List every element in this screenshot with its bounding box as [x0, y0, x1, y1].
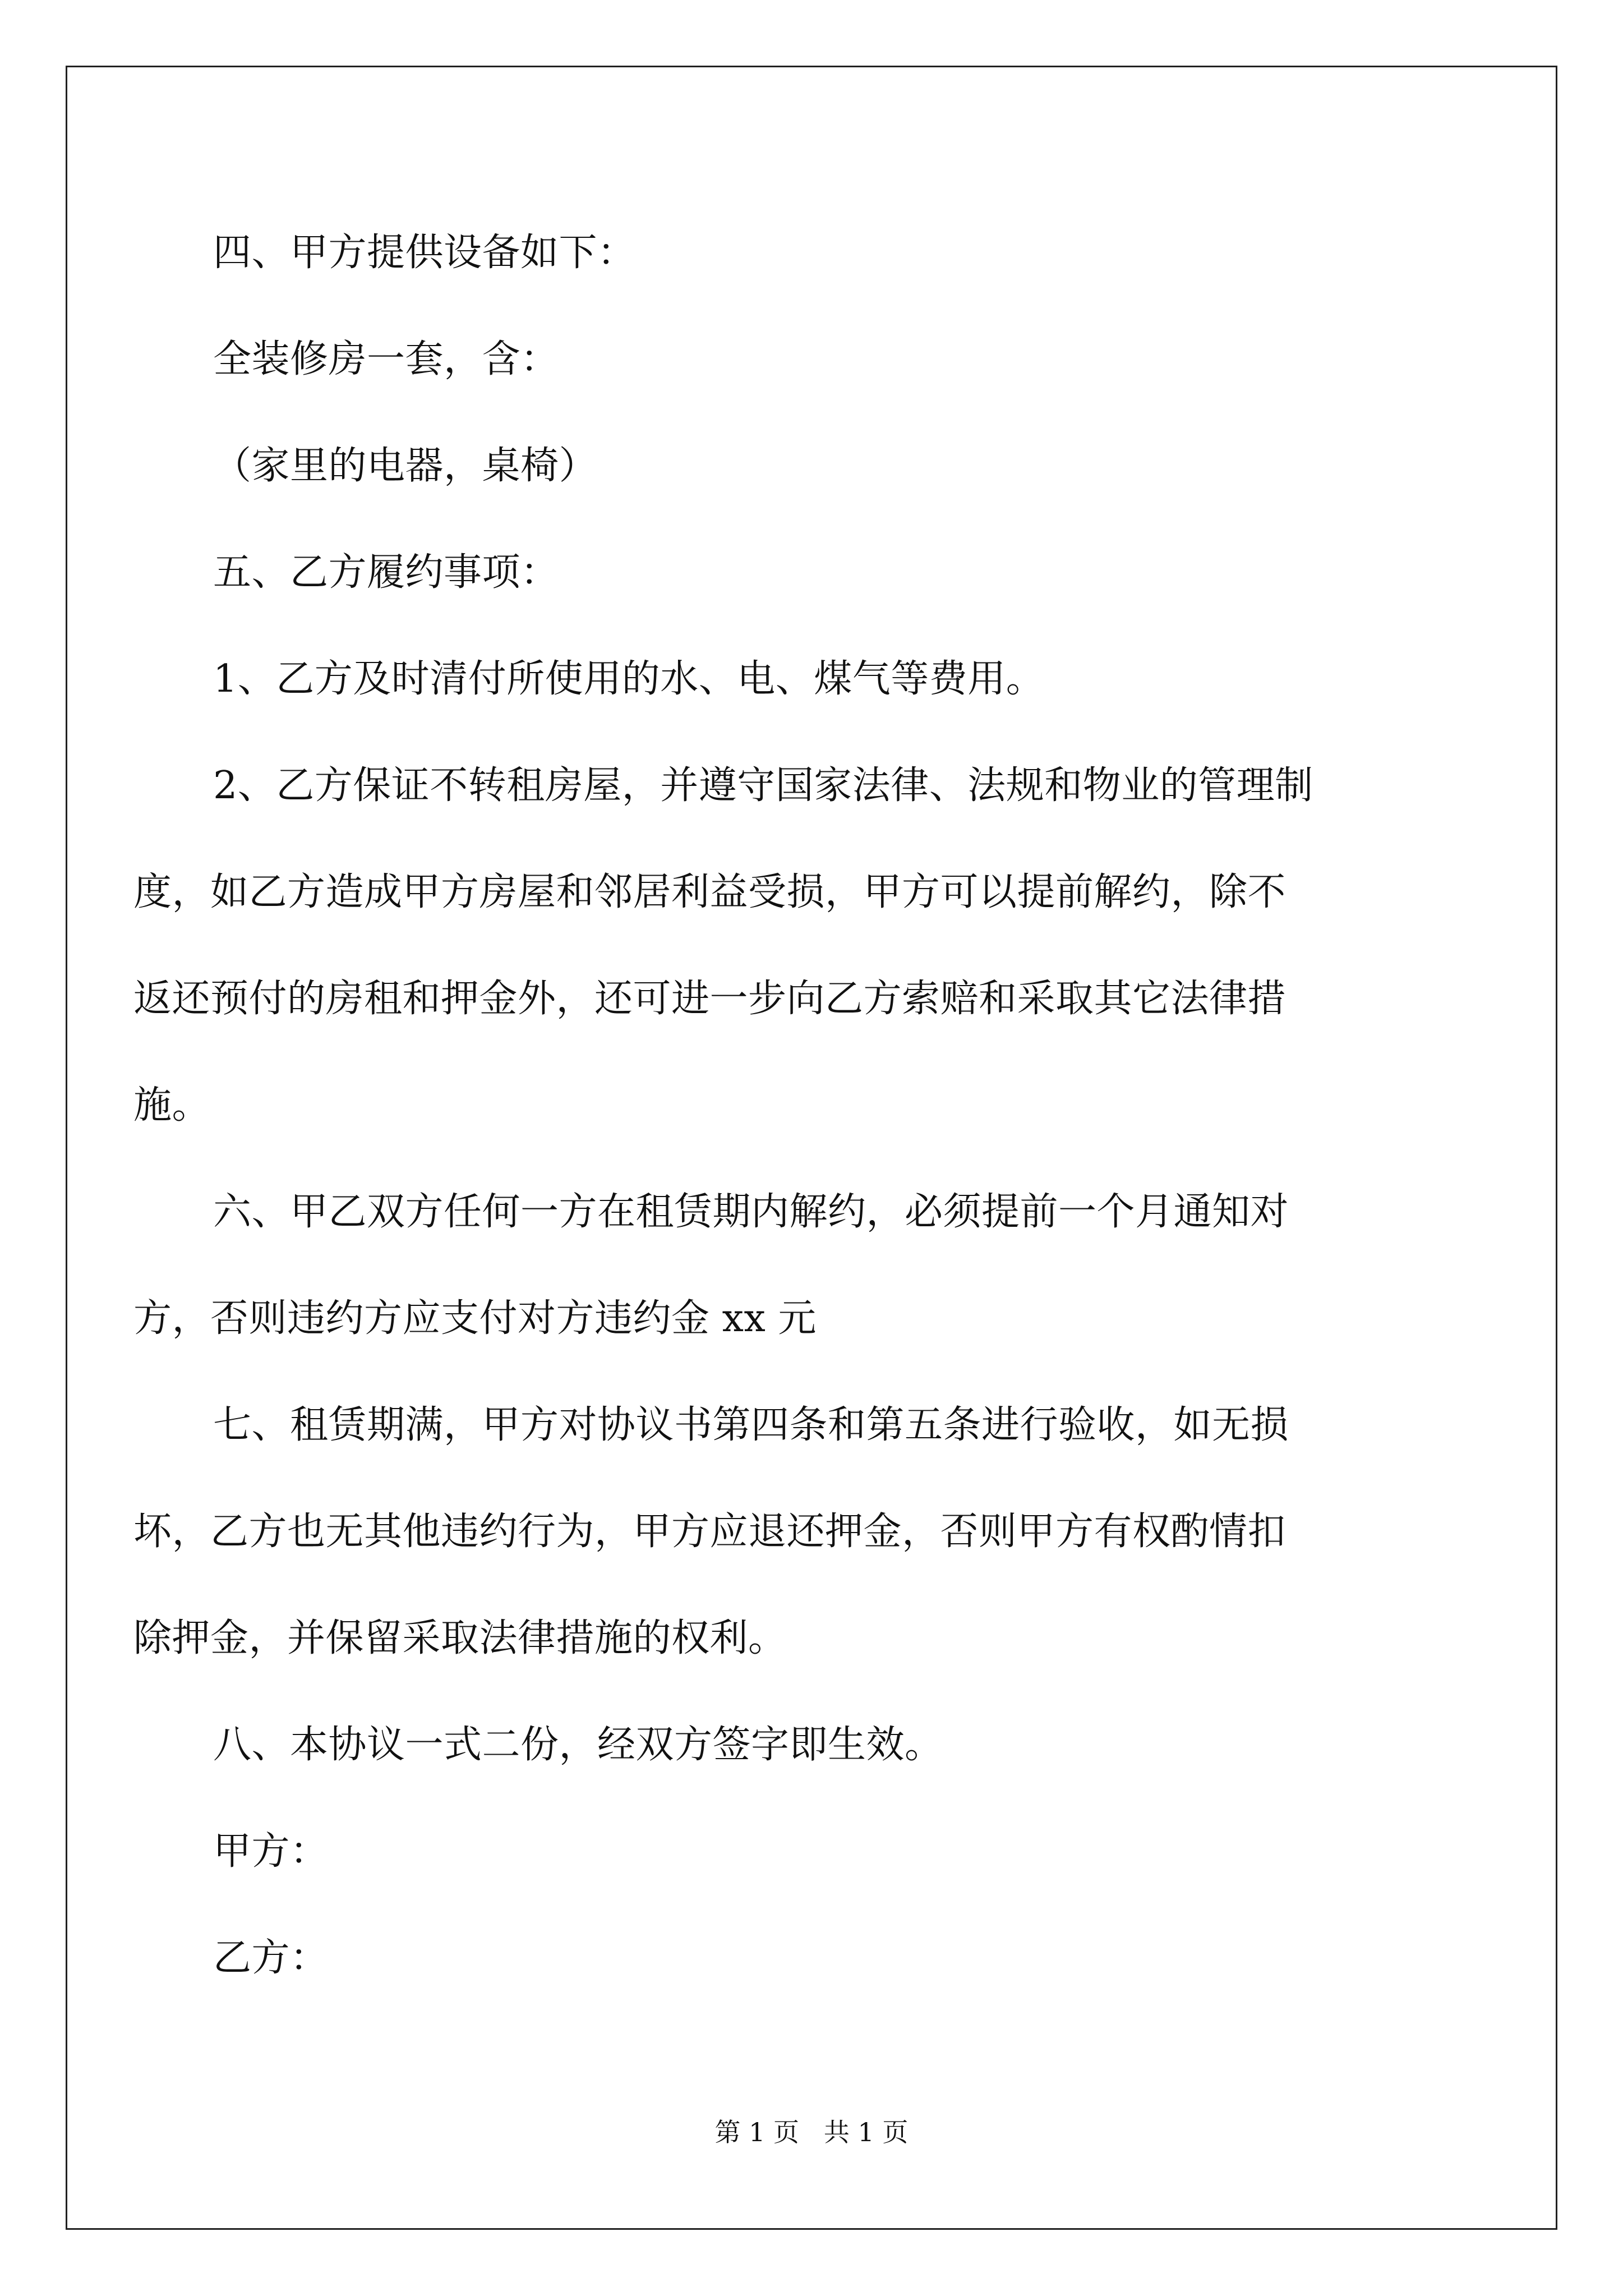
doc-line-8: 返还预付的房租和押金外，还可进一步向乙方索赔和采取其它法律措 — [133, 977, 1287, 1021]
doc-line-7: 度，如乙方造成甲方房屋和邻居利益受损，甲方可以提前解约，除不 — [133, 870, 1287, 914]
doc-line-3: （家里的电器，桌椅） — [213, 444, 598, 488]
doc-line-15: 八、本协议一式二份，经双方签字即生效。 — [213, 1723, 943, 1767]
doc-line-2: 全装修房一套，含： — [213, 337, 559, 381]
doc-line-4: 五、乙方履约事项： — [213, 550, 559, 595]
doc-line-12: 七、租赁期满，甲方对协议书第四条和第五条进行验收，如无损 — [213, 1403, 1289, 1447]
doc-line-14: 除押金，并保留采取法律措施的权利。 — [133, 1616, 787, 1660]
doc-line-17: 乙方： — [213, 1936, 329, 1980]
page-border — [66, 66, 1557, 2230]
doc-line-13: 坏，乙方也无其他违约行为，甲方应退还押金，否则甲方有权酌情扣 — [133, 1510, 1287, 1554]
doc-line-9: 施。 — [133, 1083, 211, 1128]
doc-line-1: 四、甲方提供设备如下： — [213, 231, 636, 275]
doc-line-5: 1、乙方及时清付所使用的水、电、煤气等费用。 — [213, 657, 1045, 701]
doc-line-10: 六、甲乙双方任何一方在租赁期内解约，必须提前一个月通知对 — [213, 1190, 1289, 1234]
doc-line-11: 方，否则违约方应支付对方违约金 xx 元 — [133, 1296, 817, 1341]
doc-line-6: 2、乙方保证不转租房屋，并遵守国家法律、法规和物业的管理制 — [213, 763, 1313, 808]
page-footer: 第 1 页 共 1 页 — [714, 2117, 909, 2147]
doc-line-16: 甲方： — [213, 1829, 329, 1874]
